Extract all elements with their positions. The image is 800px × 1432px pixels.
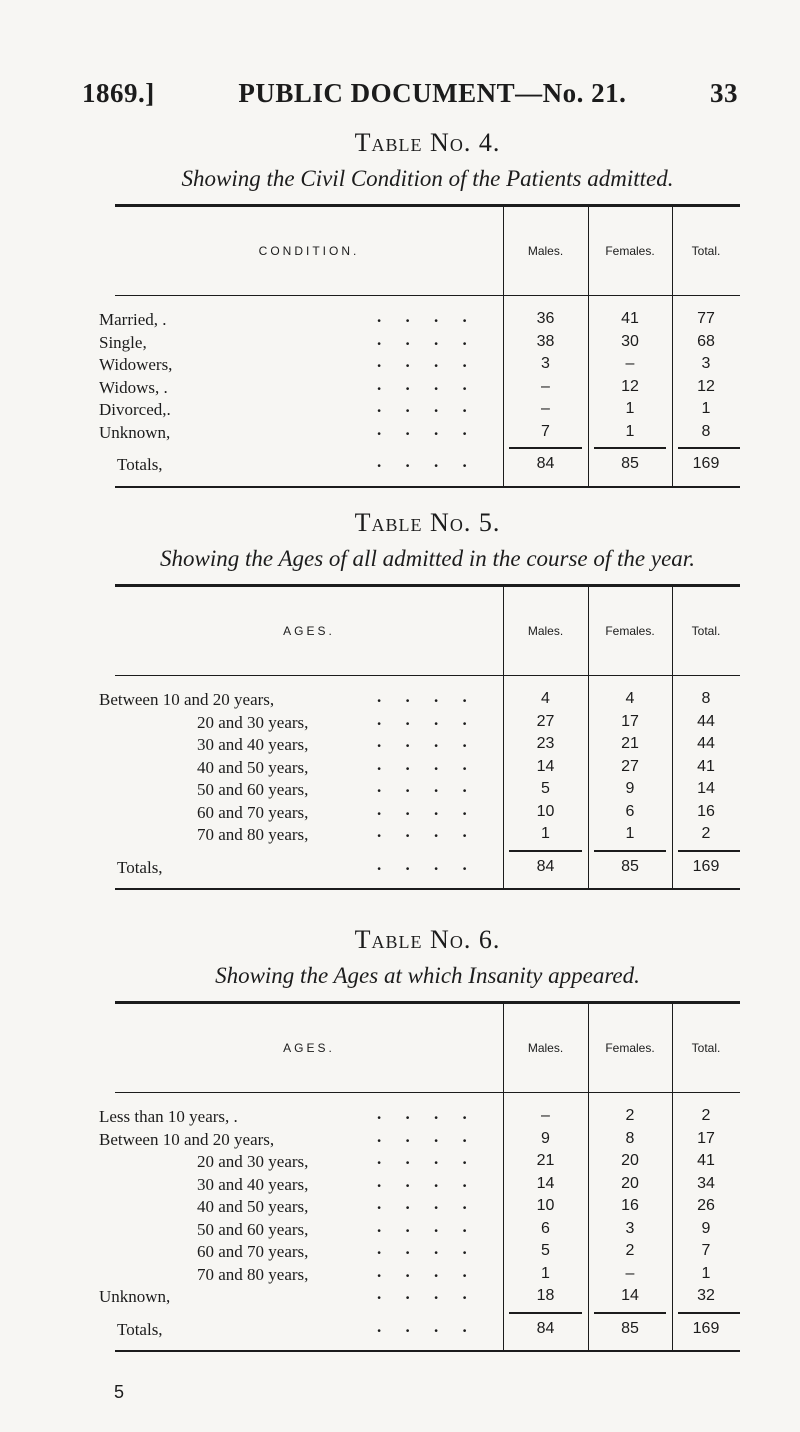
cell-total: 34 — [697, 1174, 715, 1192]
totals-row — [115, 452, 740, 478]
leader-dots: . . . . — [377, 709, 477, 729]
column-divider — [503, 1004, 504, 1350]
cell-total: 77 — [697, 310, 715, 327]
cell-females: 1 — [625, 422, 635, 440]
row-label: 70 and 80 years, — [197, 1264, 309, 1284]
cell-total: 12 — [697, 377, 715, 395]
header-row — [115, 587, 740, 675]
cell-males: 23 — [536, 735, 555, 752]
cell-total: 8 — [701, 422, 711, 440]
cell-total: 2 — [701, 1107, 711, 1124]
column-divider — [672, 207, 673, 486]
cell-total: 8 — [701, 690, 711, 707]
sum-rule — [509, 850, 582, 852]
cell-males: 3 — [541, 355, 550, 372]
cell-females: 85 — [621, 857, 639, 875]
table-grid — [99, 1004, 740, 1352]
table-subtitle: Showing the Civil Condition of the Patients admitted. — [181, 166, 674, 191]
bottom-rule — [115, 1350, 740, 1352]
cell-total: 16 — [697, 802, 715, 820]
row-label: 40 and 50 years, — [197, 757, 309, 777]
column-divider — [672, 1004, 673, 1350]
cell-females: – — [625, 355, 635, 372]
cell-females: 9 — [625, 780, 635, 797]
row-label: Between 10 and 20 years, — [99, 690, 275, 709]
cell-total: 3 — [701, 355, 711, 372]
row-label: 50 and 60 years, — [197, 1219, 309, 1239]
sum-rule — [594, 447, 666, 449]
table-row — [99, 1284, 740, 1310]
leader-dots: . . . . — [377, 397, 477, 416]
cell-total: 1 — [701, 1264, 711, 1282]
cell-males: 36 — [536, 310, 555, 327]
row-label: Unknown, — [99, 1287, 171, 1306]
leader-dots: . . . . — [377, 822, 477, 841]
row-label: Totals, — [117, 455, 163, 474]
cell-total: 169 — [692, 857, 720, 875]
row-label: 60 and 70 years, — [197, 802, 309, 822]
cell-females: 21 — [621, 735, 639, 752]
row-label: 20 and 30 years, — [197, 1152, 309, 1171]
table-subtitle: Showing the Ages of all admitted in the course of the year. — [160, 546, 695, 571]
column-header-label: AGES. — [283, 1041, 335, 1055]
cell-total: 7 — [701, 1242, 711, 1259]
row-label: Married, . — [99, 310, 167, 329]
row-label: Between 10 and 20 years, — [99, 1129, 275, 1149]
cell-females: 1 — [625, 400, 635, 417]
cell-females: 8 — [625, 1129, 635, 1147]
header-row — [115, 1004, 740, 1092]
cell-females: 85 — [621, 455, 639, 472]
cell-males: 9 — [541, 1129, 550, 1147]
leader-dots: . . . . — [377, 419, 477, 439]
cell-total: 1 — [701, 400, 711, 417]
cell-males: 1 — [541, 825, 550, 842]
cell-females: 2 — [625, 1107, 635, 1124]
cell-males: 7 — [541, 422, 550, 440]
leader-dots: . . . . — [377, 329, 477, 349]
sum-rule — [678, 850, 740, 852]
leader-dots: . . . . — [377, 754, 477, 774]
cell-males: 4 — [541, 690, 550, 707]
sum-rule — [594, 850, 666, 852]
column-header-total: Total. — [691, 624, 721, 638]
cell-total: 26 — [697, 1197, 715, 1214]
leader-dots: . . . . — [377, 1104, 477, 1123]
row-label: 30 and 40 years, — [197, 735, 309, 754]
cell-males: 5 — [541, 780, 550, 797]
leader-dots: . . . . — [377, 1149, 477, 1168]
cell-males: 14 — [536, 1174, 555, 1192]
row-label: Less than 10 years, . — [99, 1107, 238, 1126]
cell-females: 6 — [625, 802, 635, 820]
column-header-males: Males. — [527, 1041, 564, 1055]
cell-females: – — [625, 1264, 635, 1282]
cell-males: 6 — [541, 1219, 550, 1237]
leader-dots: . . . . — [377, 777, 477, 796]
cell-males: 10 — [536, 1197, 555, 1214]
header-row — [115, 207, 740, 295]
table-title: Table No. 6. — [354, 925, 501, 954]
leader-dots: . . . . — [377, 732, 477, 751]
totals-row — [115, 1316, 740, 1343]
cell-total: 9 — [701, 1219, 711, 1237]
column-header-females: Females. — [605, 624, 655, 638]
table-4 — [99, 128, 740, 488]
leader-dots: . . . . — [377, 374, 477, 394]
leader-dots: . . . . — [377, 1261, 477, 1281]
bottom-rule — [115, 486, 740, 488]
leader-dots: . . . . — [377, 1239, 477, 1258]
cell-total: 68 — [697, 332, 715, 350]
leader-dots: . . . . — [377, 1194, 477, 1213]
row-label: Totals, — [117, 1319, 163, 1339]
cell-males: 18 — [536, 1287, 555, 1304]
leader-dots: . . . . — [377, 854, 477, 874]
leader-dots: . . . . — [377, 799, 477, 819]
cell-females: 41 — [621, 310, 639, 327]
column-header-total: Total. — [691, 244, 721, 258]
leader-dots: . . . . — [377, 687, 477, 706]
header-year: 1869.] — [82, 78, 155, 108]
leader-dots: . . . . — [377, 1126, 477, 1146]
cell-females: 4 — [625, 690, 635, 707]
sum-rule — [678, 447, 740, 449]
table-grid — [99, 207, 740, 488]
page-number: 5 — [114, 1382, 125, 1402]
table-title: Table No. 4. — [354, 128, 501, 157]
cell-males: 1 — [541, 1264, 550, 1282]
column-header-males: Males. — [527, 244, 564, 258]
leader-dots: . . . . — [377, 452, 477, 471]
row-label: Widows, . — [99, 377, 168, 397]
cell-total: 41 — [697, 757, 715, 775]
cell-total: 17 — [697, 1129, 715, 1147]
cell-total: 169 — [692, 1319, 720, 1337]
header-page: 33 — [709, 78, 738, 108]
cell-females: 85 — [621, 1319, 639, 1337]
leader-dots: . . . . — [377, 352, 477, 371]
cell-males: – — [541, 1107, 550, 1124]
leader-dots: . . . . — [377, 1171, 477, 1191]
cell-males: 27 — [536, 712, 555, 730]
column-header-females: Females. — [605, 1041, 655, 1055]
cell-females: 20 — [621, 1174, 639, 1192]
cell-total: 32 — [697, 1287, 715, 1304]
cell-total: 2 — [701, 825, 711, 842]
cell-females: 20 — [621, 1152, 639, 1169]
row-label: Divorced,. — [99, 400, 171, 419]
column-header-females: Females. — [605, 244, 655, 258]
row-label: 40 and 50 years, — [197, 1197, 309, 1216]
column-header-label: CONDITION. — [258, 244, 360, 258]
column-header-label: AGES. — [283, 624, 335, 638]
cell-total: 41 — [697, 1152, 715, 1169]
cell-females: 30 — [621, 332, 639, 350]
cell-males: 14 — [536, 757, 555, 775]
row-label: Unknown, — [99, 422, 171, 442]
column-divider — [672, 587, 673, 888]
row-label: 50 and 60 years, — [197, 780, 309, 799]
sum-rule — [509, 447, 582, 449]
cell-males: 84 — [536, 857, 555, 875]
row-label: 70 and 80 years, — [197, 825, 309, 844]
cell-females: 14 — [621, 1287, 639, 1304]
row-label: Widowers, — [99, 355, 173, 374]
table-5 — [99, 508, 740, 890]
row-label: Totals, — [117, 857, 163, 877]
cell-males: – — [541, 400, 550, 417]
column-divider — [588, 587, 589, 888]
leader-dots: . . . . — [377, 1216, 477, 1236]
cell-females: 2 — [625, 1242, 635, 1259]
cell-females: 27 — [621, 757, 639, 775]
column-header-males: Males. — [527, 624, 564, 638]
leader-dots: . . . . — [377, 1284, 477, 1303]
cell-females: 17 — [621, 712, 639, 730]
cell-males: 84 — [536, 1319, 555, 1337]
leader-dots: . . . . — [377, 1316, 477, 1336]
column-divider — [503, 587, 504, 888]
row-label: 20 and 30 years, — [197, 712, 309, 732]
row-label: Single, — [99, 332, 147, 352]
bottom-rule — [115, 888, 740, 890]
table-subtitle: Showing the Ages at which Insanity appeared. — [215, 963, 640, 988]
table-title: Table No. 5. — [354, 508, 501, 537]
column-divider — [588, 1004, 589, 1350]
running-head — [82, 78, 738, 109]
cell-males: 21 — [536, 1152, 555, 1169]
sum-rule — [509, 1312, 582, 1314]
column-divider — [588, 207, 589, 486]
table-6 — [99, 925, 740, 1352]
sum-rule — [594, 1312, 666, 1314]
row-label: 60 and 70 years, — [197, 1242, 309, 1261]
cell-males: 10 — [536, 802, 555, 820]
table-row — [115, 822, 740, 848]
cell-males: – — [541, 377, 550, 395]
leader-dots: . . . . — [377, 307, 477, 326]
cell-total: 169 — [692, 455, 720, 472]
cell-males: 5 — [541, 1242, 550, 1259]
cell-females: 3 — [625, 1219, 635, 1237]
cell-total: 14 — [697, 780, 715, 797]
header-title: PUBLIC DOCUMENT—No. 21. — [238, 78, 627, 108]
sum-rule — [678, 1312, 740, 1314]
table-grid — [99, 587, 740, 890]
cell-females: 1 — [625, 825, 635, 842]
row-label: 30 and 40 years, — [197, 1174, 309, 1194]
totals-row — [115, 854, 740, 881]
cell-females: 16 — [621, 1197, 639, 1214]
column-divider — [503, 207, 504, 486]
cell-total: 44 — [697, 735, 715, 752]
column-header-total: Total. — [691, 1041, 721, 1055]
cell-males: 38 — [536, 332, 555, 350]
table-row — [99, 419, 740, 446]
cell-males: 84 — [536, 455, 555, 472]
cell-females: 12 — [621, 377, 639, 395]
cell-total: 44 — [697, 712, 715, 730]
